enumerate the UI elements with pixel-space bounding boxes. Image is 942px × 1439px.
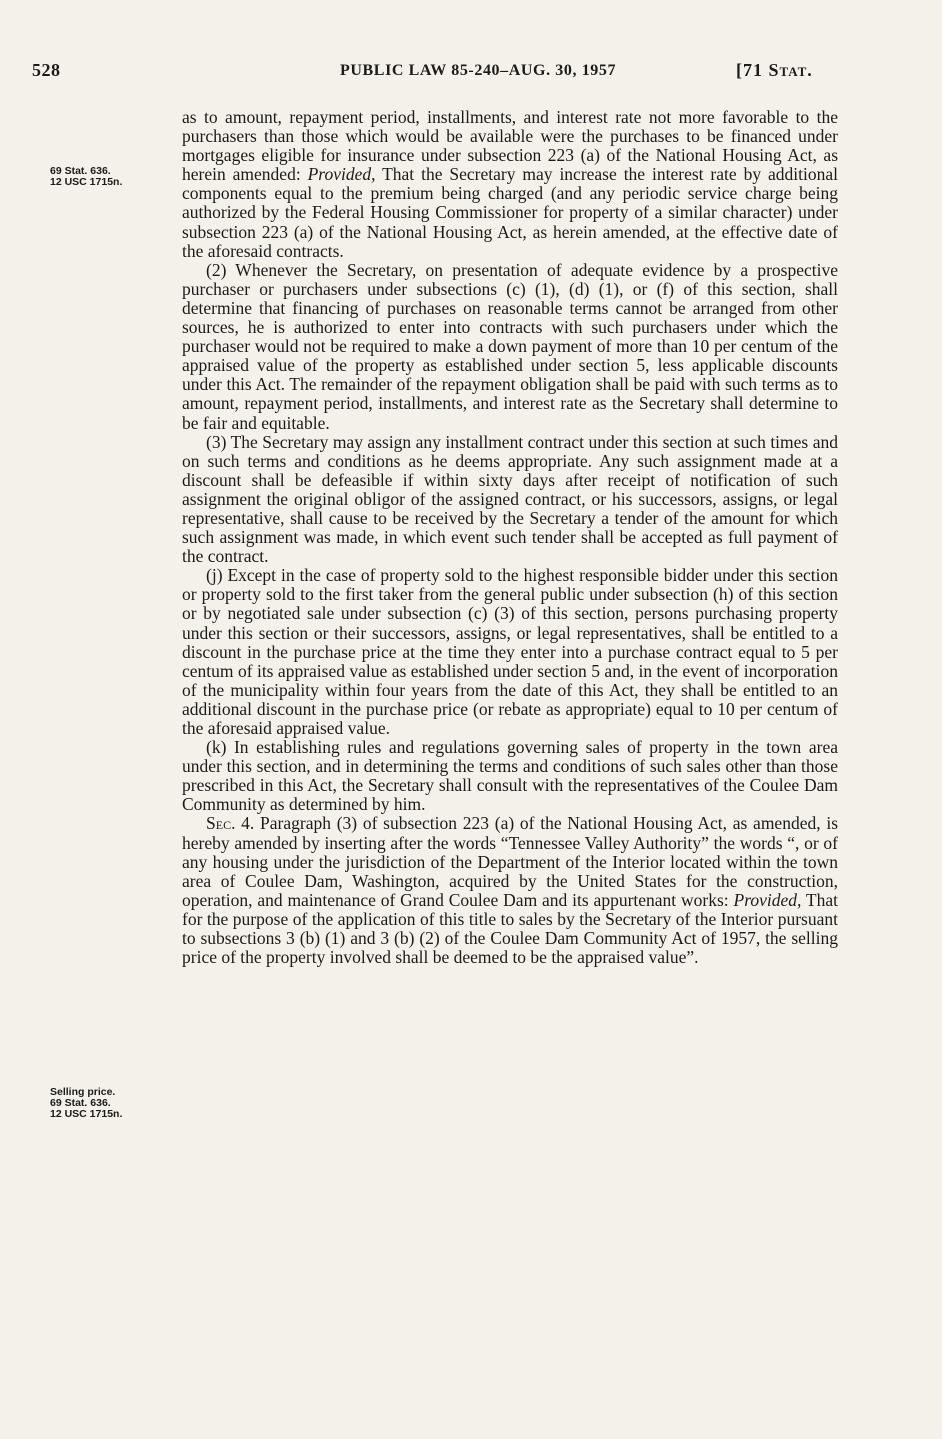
- margin-note-line: 12 USC 1715n.: [50, 1108, 123, 1120]
- text-run: 4. Paragraph (3) of subsection 223 (a) of the National Housing Act, as amended, is hereby amended by inserting after the words “Tennessee Valley Authority” the words “, or of any housing under the jurisdiction of the Department of the Interior located within the town area of Coulee Dam, Washington, acquired by the United States for the construction, operation, and maintenance of Grand Coulee Dam and its appurtenant works:: [182, 813, 838, 910]
- text-run: as to amount, repayment period, installments, and interest rate not more favorable to the purchasers than those which would be available were the purchases to be financed under mortgages eligible for insurance under subsection 223 (a) of the National Housing Act, as herein amended:: [182, 107, 838, 185]
- paragraph-j: (j) Except in the case of property sold to the highest responsible bidder under this section or property sold to the first taker from the general public under subsection (h) of this section or by negotiated sale under subsection (c) (3) of this section, persons purchasing property under this section or their successors, assigns, or legal representatives, shall be entitled to a discount in the purchase price at the time they enter into a purchase contract equal to 5 per centum of its appraised value as established under section 5 and, in the event of incorporation of the municipality within four years from the date of this Act, they shall be entitled to an additional discount in the purchase price (or rebate as appropriate) equal to 10 per centum of the aforesaid appraised value.: [182, 565, 838, 738]
- text-run: That for the purpose of the application of this title to sales by the Secretary of the Interior pursuant to subsections 3 (b) (1) and 3 (b) (2) of the Coulee Dam Community Act of 1957, the selling price of the property involved shall be deemed to be the appraised value”.: [182, 889, 838, 968]
- proviso-term: Provided,: [307, 164, 376, 185]
- body-text: [182, 108, 838, 967]
- margin-note-line: 69 Stat. 636.: [50, 165, 111, 177]
- margin-note-citation: [50, 166, 122, 188]
- paragraph-2: (2) Whenever the Secretary, on presentation of adequate evidence by a prospective purchaser or purchasers under subsections (c) (1), (d) (1), or (f) of this section, shall determine that financing of purchases on reasonable terms cannot be arranged from other sources, he is authorized to enter into contracts with such purchasers under which the purchaser would not be required to make a down payment of more than 10 per centum of the appraised value of the property as established under section 5, less applicable discounts under this Act. The remainder of the repayment obligation shall be paid with such terms as to amount, repayment period, installments, and interest rate as the Secretary shall determine to be fair and equitable.: [182, 259, 838, 433]
- page-number: 528: [32, 60, 61, 80]
- section-4: [182, 814, 838, 967]
- paragraph-k: (k) In establishing rules and regulations governing sales of property in the town area under this section, and in determining the terms and conditions of such sales other than those prescribed in this Act, the Secretary shall consult with the representatives of the Coulee Dam Community as determined by him.: [182, 737, 838, 815]
- section-label: Sec.: [206, 813, 236, 834]
- paragraph-3: (3) The Secretary may assign any installment contract under this section at such times and on such terms and conditions as he deems appropriate. Any such assignment made at a discount shall be defeasible if within sixty days after receipt of notification of such assignment the original obligor of the assigned contract, or his successors, assigns, or legal representative, shall cause to be received by the Secretary a tender of the amount for which such assignment was made, in which event such tender shall be accepted as full payment of the contract.: [182, 431, 838, 567]
- running-head: PUBLIC LAW 85-240–AUG. 30, 1957: [340, 62, 617, 79]
- text-run: That the Secretary may increase the interest rate by additional components equal to the premium being charged (and any periodic service charge being authorized by the Federal Housing Commissioner for property of a similar character) under subsection 223 (a) of the National Housing Act, as herein amended, at the effective date of the aforesaid contracts.: [182, 164, 838, 261]
- margin-note-line: Selling price.: [50, 1086, 116, 1098]
- statute-reference: [71 Stat.: [736, 60, 813, 80]
- margin-note-selling-price: [50, 1087, 122, 1120]
- paragraph-continuation: [182, 108, 838, 261]
- margin-note-line: 12 USC 1715n.: [50, 176, 123, 188]
- proviso-term: Provided,: [733, 889, 802, 910]
- margin-note-line: 69 Stat. 636.: [50, 1097, 111, 1109]
